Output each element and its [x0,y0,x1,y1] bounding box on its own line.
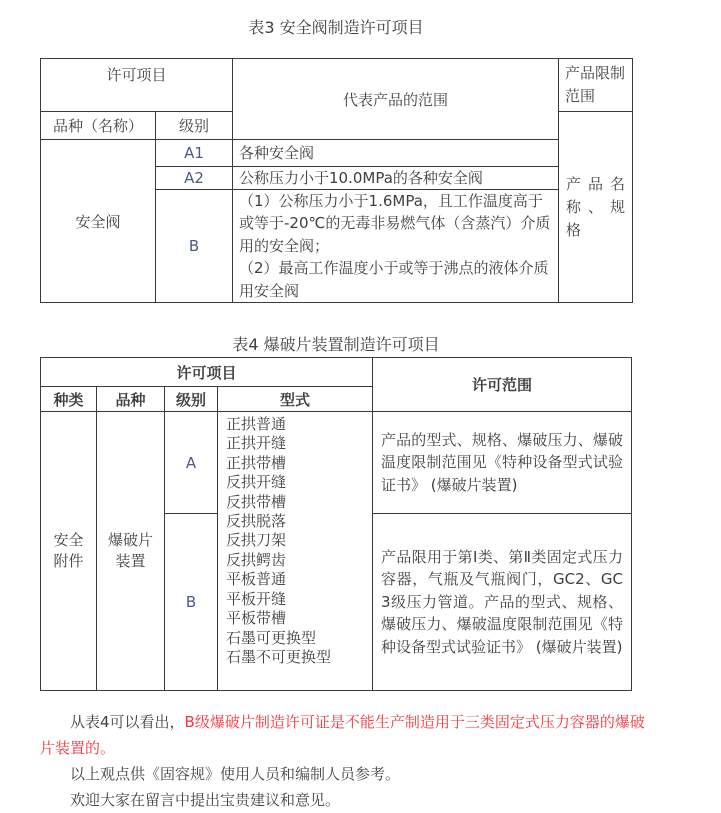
list-item: 反拱带槽 [226,492,287,511]
list-item: 反拱鳄齿 [226,550,287,569]
t4-type-list [218,412,373,691]
t4-header-license-item: 许可项目 [41,358,373,387]
t3-level-code-b: B [156,190,233,303]
table3-title: 表3 安全阀制造许可项目 [248,18,424,37]
list-item: 平板开缝 [226,589,287,608]
list-item: 平板带槽 [226,609,287,628]
list-item: 正拱带槽 [226,453,287,472]
list-item: 正拱开缝 [226,434,287,453]
remark-reference: 以上观点供《固容规》使用人员和编制人员参考。 [70,765,401,784]
t4-scope-a: 产品的型式、规格、爆破压力、爆破温度限制范围见《特种设备型式试验证书》 (爆破片装置) [373,412,632,514]
t4-header-kind: 种类 [41,387,97,412]
list-item: 平板普通 [226,570,287,589]
remark-welcome: 欢迎大家在留言中提出宝贵建议和意见。 [70,791,341,810]
t4-header-type: 型式 [218,387,373,412]
remarks [40,709,652,813]
table3 [40,58,633,303]
t4-header-variety: 品种 [97,387,165,412]
list-item: 反拱脱落 [226,512,287,531]
t3-header-license-item: 许可项目 [41,59,233,112]
t3-header-product-limit: 产品限制范围 [559,59,633,112]
t3-level-code-a2: A2 [156,167,233,190]
t3-level-code-a1: A1 [156,140,233,167]
list-item: 石墨不可更换型 [226,647,332,666]
t4-header-level: 级别 [165,387,218,412]
list-item: （2）最高工作温度小于或等于沸点的液体介质用安全阀 [239,259,549,300]
page [0,16,721,810]
remark-conclusion-intro: 从表4可以看出， [70,713,185,732]
remark-conclusion-highlight: B级爆破片制造许可证是不能生产制造用于三类固定式压力容器的爆破片装置的。 [40,713,645,758]
remark-conclusion [40,709,652,761]
table4 [40,357,632,691]
table4-title: 表4 爆破片装置制造许可项目 [232,335,440,355]
t3-variety-value: 安全阀 [41,140,156,303]
t4-scope-b: 产品限用于第Ⅰ类、第Ⅱ类固定式压力容器，气瓶及气瓶阀门，GC2、GC3级压力管道。产品的型式、规格、爆破压力、爆破温度限制范围见《特种设备型式试验证书》 (爆破片装置) [373,514,632,691]
t4-kind-value: 安全附件 [41,412,97,691]
t3-scope-a1: 各种安全阀 [233,140,559,167]
list-item: 正拱普通 [226,415,287,434]
t4-header-license-scope: 许可范围 [373,358,632,412]
t3-header-variety: 品种（名称） [41,112,156,140]
list-item: 反拱开缝 [226,473,287,492]
t3-header-repr-scope: 代表产品的范围 [233,59,559,140]
t4-variety-value: 爆破片装置 [97,412,165,691]
t3-header-level: 级别 [156,112,233,140]
t3-scope-a2: 公称压力小于10.0MPa的各种安全阀 [233,167,559,190]
t4-types-b-list [226,493,372,668]
t3-product-limit-value: 产品名称、规格 [559,112,633,303]
t4-level-code-a: A [165,412,218,514]
list-item: 反拱刀架 [226,531,287,550]
list-item: （1）公称压力小于1.6MPa，且工作温度高于或等于-20℃的无毒非易燃气体（含蒸汽）介质用的安全阀； [239,192,551,255]
list-item: 石墨可更换型 [226,628,317,647]
t4-level-code-b: B [165,514,218,691]
t4-types-a-list [226,415,372,493]
t3-scope-b [233,190,559,303]
